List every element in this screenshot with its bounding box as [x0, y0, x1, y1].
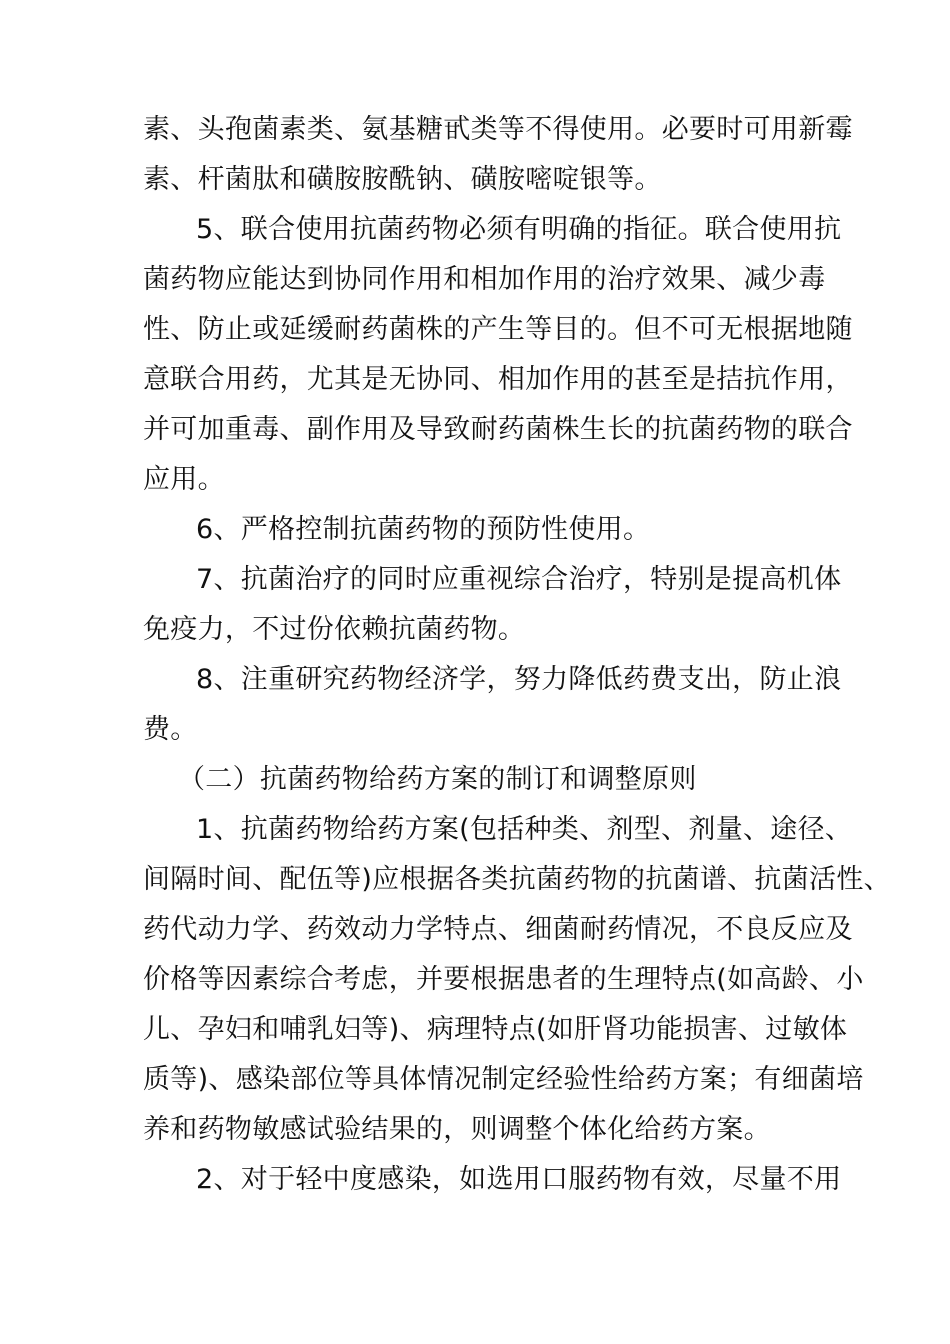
text-line: 质等)、感染部位等具体情况制定经验性给药方案；有细菌培	[143, 1064, 864, 1095]
text-line: 药代动力学、药效动力学特点、细菌耐药情况，不良反应及	[143, 914, 853, 945]
text-line: 免疫力，不过份依赖抗菌药物。	[143, 614, 526, 645]
paragraph-7-start: 7、抗菌治疗的同时应重视综合治疗，特别是提高机体	[196, 564, 842, 595]
text-line: 应用。	[143, 464, 225, 495]
text-line: 养和药物敏感试验结果的，则调整个体化给药方案。	[143, 1114, 771, 1145]
section-heading: （二）抗菌药物给药方案的制订和调整原则	[178, 764, 697, 795]
text-line: 菌药物应能达到协同作用和相加作用的治疗效果、减少毒	[143, 264, 826, 295]
paragraph-5-start: 5、联合使用抗菌药物必须有明确的指征。联合使用抗	[196, 214, 842, 245]
paragraph-1-start: 1、抗菌药物给药方案(包括种类、剂型、剂量、途径、	[196, 814, 853, 845]
paragraph-8-start: 8、注重研究药物经济学，努力降低药费支出，防止浪	[196, 664, 842, 695]
text-line: 间隔时间、配伍等)应根据各类抗菌药物的抗菌谱、抗菌活性、	[143, 864, 891, 895]
text-line: 性、防止或延缓耐药菌株的产生等目的。但不可无根据地随	[143, 314, 853, 345]
text-line: 意联合用药，尤其是无协同、相加作用的甚至是拮抗作用，	[143, 364, 853, 395]
text-line: 并可加重毒、副作用及导致耐药菌株生长的抗菌药物的联合	[143, 414, 853, 445]
text-line: 素、头孢菌素类、氨基糖甙类等不得使用。必要时可用新霉	[143, 114, 853, 145]
paragraph-2-start: 2、对于轻中度感染，如选用口服药物有效，尽量不用	[196, 1164, 842, 1195]
text-line: 素、杆菌肽和磺胺胺酰钠、磺胺嘧啶银等。	[143, 164, 662, 195]
paragraph-6: 6、严格控制抗菌药物的预防性使用。	[196, 514, 651, 545]
text-line: 儿、孕妇和哺乳妇等)、病理特点(如肝肾功能损害、过敏体	[143, 1014, 848, 1045]
text-line: 费。	[143, 714, 198, 745]
text-line: 价格等因素综合考虑，并要根据患者的生理特点(如高龄、小	[143, 964, 864, 995]
